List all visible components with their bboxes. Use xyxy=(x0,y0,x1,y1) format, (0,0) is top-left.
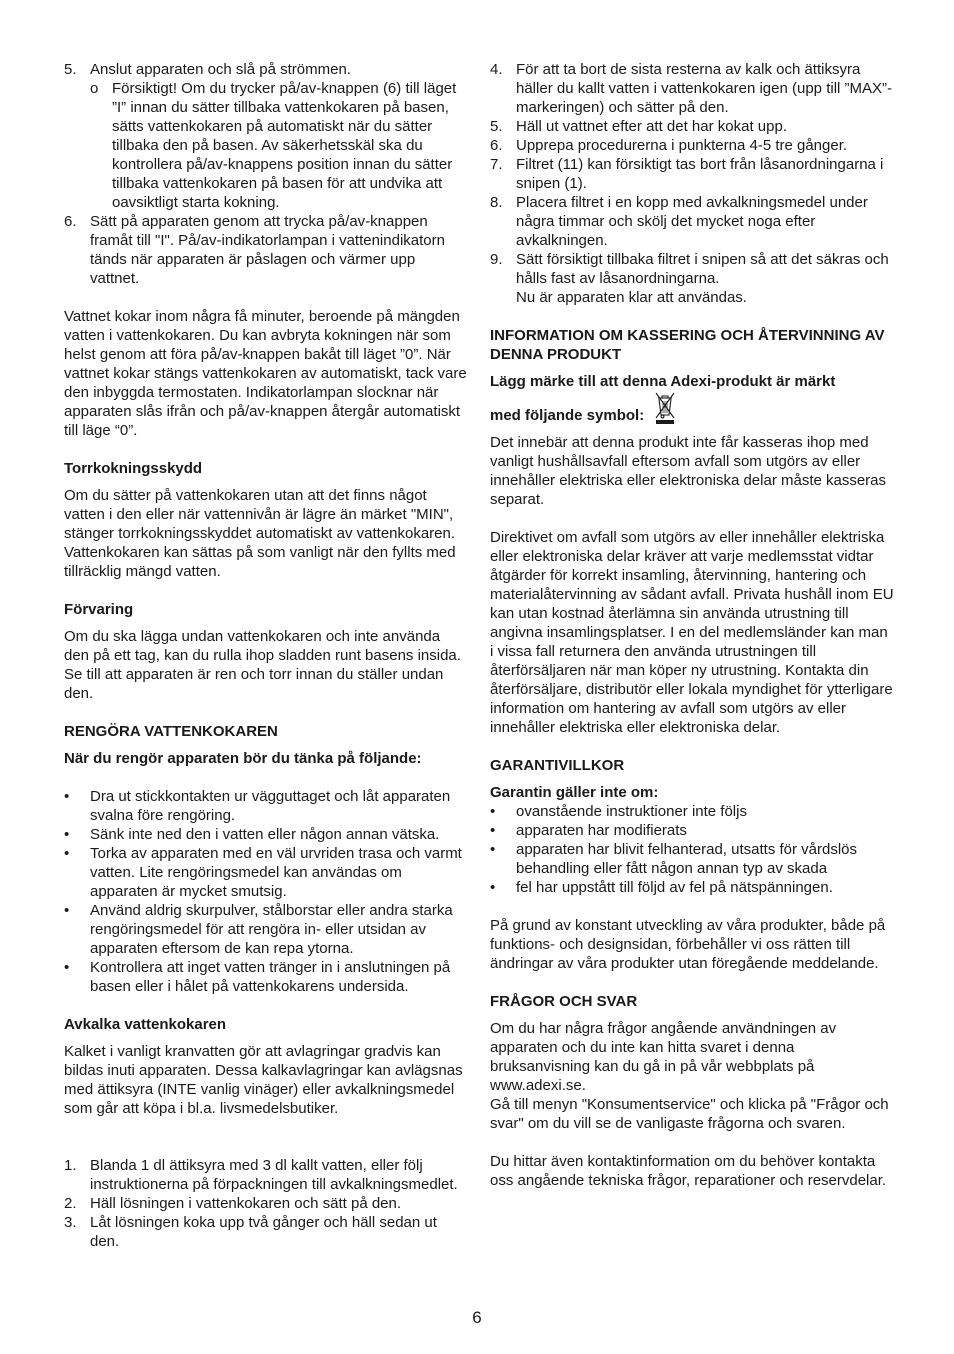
list-number: 8. xyxy=(490,194,503,211)
list-number: 2. xyxy=(64,1195,77,1212)
storage-paragraph: Om du ska lägga undan vattenkokaren och inte använda den på ett tag, kan du rulla ihop sladden runt basens insida. Se till att apparaten är ren och torr innan du ställer undan den. xyxy=(64,628,461,702)
warranty-bullets xyxy=(490,802,895,897)
bullet: • xyxy=(64,902,70,919)
bullet: • xyxy=(64,845,70,862)
disposal-notice-line2: med följande symbol: xyxy=(490,407,645,424)
caution-text: Försiktigt! Om du trycker på/av-knappen (6) till läget ”I” innan du sätter tillbaka vattenkokaren på basen, sätts vattenkokaren på automatiskt när du sätter tillbaka den på basen. Av säkerhetsskäl ska du kontrollera på/av-knappens position innan du sätter tillbaka vattenkokaren på basen för att undvika att oavsiktligt starta kokning. xyxy=(112,80,457,211)
list-item-text: Sätt försiktigt tillbaka filtret i snipen så att det säkras och hålls fast av låsanordningarna. xyxy=(516,251,889,287)
list-number: 5. xyxy=(64,61,77,78)
list-item-text: fel har uppstått till följd av fel på nätspänningen. xyxy=(516,879,833,896)
bullet: • xyxy=(64,959,70,976)
list-item xyxy=(64,958,468,996)
list-number: 1. xyxy=(64,1157,77,1174)
list-item xyxy=(64,60,468,79)
list-item xyxy=(490,821,895,840)
list-item xyxy=(64,212,468,288)
list-item xyxy=(64,787,468,825)
list-item xyxy=(490,802,895,821)
bullet: • xyxy=(490,803,496,820)
bullet: • xyxy=(64,826,70,843)
faq-paragraph-1: Om du har några frågor angående användningen av apparaten och du inte kan hitta svaret i denna bruksanvisning kan du gå in på vår webbplats på www.adexi.se. xyxy=(490,1020,837,1094)
left-column xyxy=(64,60,468,1251)
kettle-steps-list xyxy=(64,60,468,288)
list-number: 3. xyxy=(64,1214,77,1231)
disposal-notice-line1: Lägg märke till att denna Adexi-produkt är märkt xyxy=(490,373,836,390)
list-number: 4. xyxy=(490,61,503,78)
list-item-text: Anslut apparaten och slå på strömmen. xyxy=(90,61,351,78)
bullet: • xyxy=(490,822,496,839)
list-item-text: apparaten har blivit felhanterad, utsatts för vårdslös behandling eller fått någon annan typ av skada xyxy=(516,841,858,877)
list-item-text: apparaten har modifierats xyxy=(516,822,687,839)
list-number: 5. xyxy=(490,118,503,135)
list-item-text: Torka av apparaten med en väl urvriden trasa och varmt vatten. Lite rengöringsmedel kan användas om apparaten är mycket smutsig. xyxy=(90,845,462,900)
list-item xyxy=(64,1194,468,1213)
list-number: 6. xyxy=(490,137,503,154)
disposal-paragraph-2: Direktivet om avfall som utgörs av eller innehåller elektriska eller elektroniska delar kräver att varje medlemsstat vidtar åtgärder för korrekt insamling, återvinning, hantering och materialåtervinning av sådant avfall. Privata hushåll inom EU kan utan kostnad återlämna sin använda utrustning till angivna insamlingsplatser. I en del medlemsländer kan man i vissa fall returnera den använda utrustningen till återförsäljaren när man köper ny utrustning. Kontakta din återförsäljare, distributör eller lokala myndighet för ytterligare information om hantering av avfall som utgörs av eller innehåller elektriska eller elektroniska delar. xyxy=(490,529,894,736)
crossed-out-wheelie-bin-icon xyxy=(654,391,676,425)
page-number: 6 xyxy=(472,1308,482,1327)
cleaning-subheading: När du rengör apparaten bör du tänka på följande: xyxy=(64,750,422,767)
faq-paragraph-3: Du hittar även kontaktinformation om du behöver kontakta oss angående tekniska frågor, reparationer och reservdelar. xyxy=(490,1153,887,1189)
list-item-text: Sänk inte ned den i vatten eller någon annan vätska. xyxy=(90,826,440,843)
list-item xyxy=(490,155,895,193)
descale-steps-list xyxy=(64,1156,468,1251)
list-item-text: Låt lösningen koka upp två gånger och häll sedan ut den. xyxy=(90,1214,437,1250)
disposal-symbol-line xyxy=(490,391,895,425)
list-item xyxy=(490,250,895,288)
warranty-paragraph: På grund av konstant utveckling av våra produkter, både på funktions- och designsidan, förbehåller vi oss rätten till ändringar av våra produkter utan föregående meddelande. xyxy=(490,917,886,972)
list-item xyxy=(490,193,895,250)
list-item-text: ovanstående instruktioner inte följs xyxy=(516,803,747,820)
ready-note: Nu är apparaten klar att användas. xyxy=(516,289,747,306)
list-item xyxy=(64,844,468,901)
descale-heading: Avkalka vattenkokaren xyxy=(64,1016,227,1033)
list-item xyxy=(490,136,895,155)
descale-paragraph: Kalket i vanligt kranvatten gör att avlagringar gradvis kan bildas inuti apparaten. Dessa kalkavlagringar kan avlägsnas med ättiksyra (INTE vanlig vinäger) eller avkalkningsmedel som går att köpa i bl.a. livsmedelsbutiker. xyxy=(64,1043,463,1117)
boiling-paragraph: Vattnet kokar inom några få minuter, beroende på mängden vatten i vattenkokaren. Du kan avbryta kokningen när som helst genom att föra på/av-knappen bakåt till läget ”0”. När vattnet kokar stängs vattenkokaren av automatiskt, tack vare den inbyggda termostaten. Indikatorlampan slocknar när apparaten slås ifrån och på/av-knappen återgår automatiskt till läge “0”. xyxy=(64,308,467,439)
list-subitem xyxy=(64,79,468,212)
warranty-heading: GARANTIVILLKOR xyxy=(490,757,625,774)
list-item-text: Upprepa procedurerna i punkterna 4-5 tre gånger. xyxy=(516,137,848,154)
list-item xyxy=(490,840,895,878)
list-item-text: Häll ut vattnet efter att det har kokat upp. xyxy=(516,118,787,135)
descale-steps-continued xyxy=(490,60,895,288)
list-number: 6. xyxy=(64,213,77,230)
list-item xyxy=(64,1156,468,1194)
list-item xyxy=(490,117,895,136)
warranty-subheading: Garantin gäller inte om: xyxy=(490,784,659,801)
disposal-paragraph-1: Det innebär att denna produkt inte får kasseras ihop med vanligt hushållsavfall eftersom avfall som utgörs av eller innehåller elektriska eller elektroniska delar måste kasseras separat. xyxy=(490,434,887,508)
dry-boil-heading: Torrkokningsskydd xyxy=(64,460,203,477)
list-item xyxy=(490,60,895,117)
cleaning-heading: RENGÖRA VATTENKOKAREN xyxy=(64,723,278,740)
list-number: 9. xyxy=(490,251,503,268)
list-item xyxy=(64,901,468,958)
cleaning-bullets xyxy=(64,787,468,996)
list-item xyxy=(64,1213,468,1251)
bullet: • xyxy=(64,788,70,805)
sub-marker: o xyxy=(90,80,99,97)
list-item-text: Filtret (11) kan försiktigt tas bort från låsanordningarna i snipen (1). xyxy=(516,156,884,192)
list-number: 7. xyxy=(490,156,503,173)
list-item xyxy=(64,825,468,844)
storage-heading: Förvaring xyxy=(64,601,134,618)
bullet: • xyxy=(490,879,496,896)
list-item-text: Kontrollera att inget vatten tränger in i anslutningen på basen eller i hålet på vattenkokarens undersida. xyxy=(90,959,451,995)
list-item-text: Placera filtret i en kopp med avkalkningsmedel under några timmar och skölj det mycket noga efter avkalkningen. xyxy=(516,194,868,249)
bullet: • xyxy=(490,841,496,858)
list-item-text: Dra ut stickkontakten ur vägguttaget och låt apparaten svalna före rengöring. xyxy=(90,788,451,824)
faq-heading: FRÅGOR OCH SVAR xyxy=(490,993,638,1010)
list-item-text: Sätt på apparaten genom att trycka på/av-knappen framåt till "I". På/av-indikatorlampan i vattenindikatorn tänds när apparaten är påslagen och värmer upp vattnet. xyxy=(90,213,445,287)
list-item-text: För att ta bort de sista resterna av kalk och ättiksyra häller du kallt vatten i vattenkokaren igen (upp till ”MAX”-markeringen) och sätter på den. xyxy=(516,61,893,116)
disposal-heading: INFORMATION OM KASSERING OCH ÅTERVINNING AV DENNA PRODUKT xyxy=(490,327,885,363)
list-item xyxy=(490,878,895,897)
list-item-text: Häll lösningen i vattenkokaren och sätt på den. xyxy=(90,1195,402,1212)
list-item-text: Använd aldrig skurpulver, stålborstar eller andra starka rengöringsmedel för att rengöra in- eller utsidan av apparaten eftersom de kan repa ytorna. xyxy=(90,902,453,957)
right-column xyxy=(490,60,895,1190)
faq-paragraph-2: Gå till menyn "Konsumentservice" och klicka på "Frågor och svar" om du vill se de vanligaste frågorna och svaren. xyxy=(490,1096,889,1132)
dry-boil-paragraph: Om du sätter på vattenkokaren utan att det finns något vatten i den eller när vattennivån är lägre än märket "MIN", stänger torrkokningsskyddet automatiskt av vattenkokaren. Vattenkokaren kan sättas på som vanligt när den fyllts med tillräcklig mängd vatten. xyxy=(64,487,456,580)
list-item-text: Blanda 1 dl ättiksyra med 3 dl kallt vatten, eller följ instruktionerna på förpackningen till avkalkningsmedlet. xyxy=(90,1157,458,1193)
